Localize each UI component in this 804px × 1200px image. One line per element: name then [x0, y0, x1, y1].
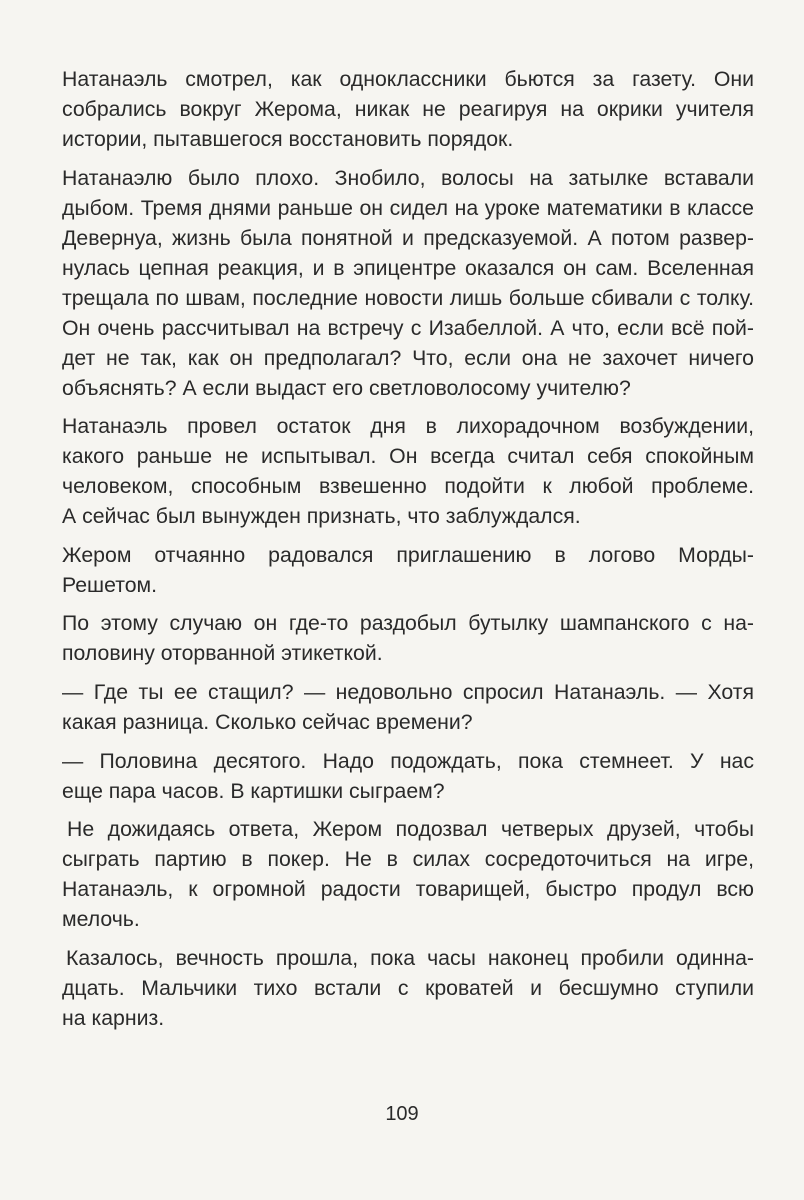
text-line: сыграть партию в покер. Не в силах сосредоточиться на игре, [62, 847, 754, 872]
text-line: — Половина десятого. Надо подождать, пока стемнеет. У нас [62, 748, 754, 773]
text-line: Натанаэль провел остаток дня в лихорадочном возбуждении, [62, 414, 754, 439]
paragraph [62, 540, 754, 600]
text-line: половину оторванной этикеткой. [62, 641, 383, 666]
paragraph [62, 411, 754, 531]
text-line: дцать. Мальчики тихо встали с кроватей и бесшумно ступили [62, 975, 754, 1000]
text-line: собрались вокруг Жерома, никак не реагируя на окрики учителя [62, 97, 754, 121]
text-line: Девернуа, жизнь была понятной и предсказуемой. А потом развер- [62, 225, 754, 250]
text-line: на карниз. [62, 1005, 165, 1030]
body-text [62, 64, 754, 1041]
text-line: — Где ты ее стащил? — недовольно спросил Натанаэль. — Хотя [62, 679, 754, 704]
text-line: А сейчас был вынужден признать, что заблуждался. [62, 504, 581, 529]
paragraph [62, 608, 754, 668]
paragraph [62, 64, 754, 154]
text-line: дет не так, как он предполагал? Что, если она не захочет ничего [62, 345, 754, 370]
text-line: Жером отчаянно радовался приглашению в логово Морды- [62, 542, 754, 567]
paragraph [62, 677, 754, 737]
text-line: нулась цепная реакция, и в эпицентре оказался он сам. Вселенная [62, 255, 754, 280]
text-line: еще пара часов. В картишки сыграем? [62, 778, 445, 803]
text-line: объяснять? А если выдаст его светловолосому учителю? [62, 375, 631, 400]
paragraph [62, 943, 754, 1033]
text-line: Натанаэль смотрел, как одноклассники бьются за газету. Они [62, 67, 754, 91]
text-line: какого раньше не испытывал. Он всегда считал себя спокойным [62, 444, 754, 469]
text-line: Казалось, вечность прошла, пока часы наконец пробили одинна- [66, 945, 754, 970]
text-line: дыбом. Тремя днями раньше он сидел на уроке математики в классе [62, 195, 754, 220]
text-line: истории, пытавшегося восстановить порядок. [62, 127, 514, 151]
text-line: По этому случаю он где-то раздобыл бутылку шампанского с на- [62, 611, 754, 636]
text-line: Натанаэль, к огромной радости товарищей, быстро продул всю [62, 877, 754, 902]
text-line: какая разница. Сколько сейчас времени? [62, 709, 473, 734]
paragraph [62, 746, 754, 806]
text-line: человеком, способным взвешенно подойти к любой проблеме. [62, 474, 754, 499]
paragraph [62, 814, 754, 934]
text-line: Решетом. [62, 572, 158, 597]
text-line: Натанаэлю было плохо. Знобило, волосы на затылке вставали [62, 165, 754, 190]
text-line: Он очень рассчитывал на встречу с Изабеллой. А что, если всё пой- [62, 315, 754, 340]
text-line: мелочь. [62, 907, 140, 932]
paragraph [62, 163, 754, 403]
page-number: 109 [385, 1103, 419, 1125]
text-line: трещала по швам, последние новости лишь больше сбивали с толку. [62, 285, 754, 310]
text-line: Не дожидаясь ответа, Жером подозвал четверых друзей, чтобы [67, 817, 754, 842]
